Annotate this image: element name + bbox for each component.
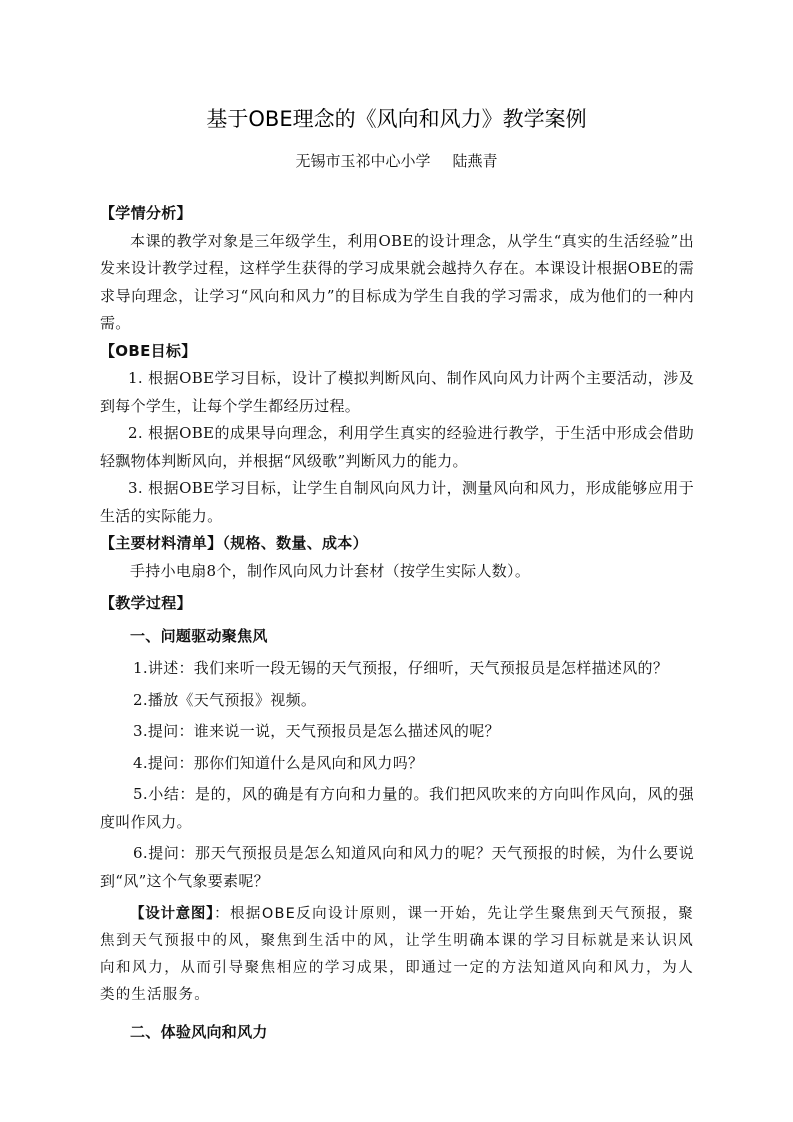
design-intent-label: 【设计意图】 [130,906,215,922]
author-name: 陆燕青 [452,152,498,170]
author-line [0,150,793,172]
process-step: 1.讲述：我们来听一段无锡的天气预报，仔细听，天气预报员是怎样描述风的？ [133,659,669,677]
section-heading-materials: 【主要材料清单】（规格、数量、成本） [100,534,368,552]
section-heading-process: 【教学过程】 [100,594,192,612]
goal-item: 2. 根据OBE的成果导向理念，利用学生真实的经验进行教学，于生活中形成会借助轻飘物体判断风向，并根据“风级歌”判断风力的能力。 [100,424,694,470]
section-heading-goals: 【OBE目标】 [100,341,197,360]
process-step: 5.小结：是的，风的确是有方向和力量的。我们把风吹来的方向叫作风向，风的强度叫作风力。 [100,785,694,831]
process-part1-title: 一、问题驱动聚焦风 [130,626,268,645]
goal-item: 3. 根据OBE学习目标，让学生自制风向风力计，测量风向和风力，形成能够应用于生活的实际能力。 [100,479,694,525]
document-body [100,200,694,1047]
author-school: 无锡市玉祁中心小学 [295,152,431,170]
process-part2-title: 二、体验风向和风力 [130,1023,268,1041]
design-intent-text: ：根据OBE反向设计原则，课一开始，先让学生聚焦到天气预报，聚焦到天气预报中的风，聚焦到生活中的风，让学生明确本课的学习目标就是来认识风向和风力，从而引导聚焦相应的学习成果，即通过一定的方法知道风向和风力，为人类的生活服务。 [100,906,694,1003]
materials-paragraph: 手持小电扇8个，制作风向风力计套材（按学生实际人数）。 [130,561,531,580]
analysis-paragraph: 本课的教学对象是三年级学生，利用OBE的设计理念，从学生“真实的生活经验”出发来设计教学过程，这样学生获得的学习成果就会越持久存在。本课设计根据OBE的需求导向理念，让学习“风向和风力”的目标成为学生自我的学习需求，成为他们的一种内需。 [100,231,694,332]
process-step: 6.提问：那天气预报员是怎么知道风向和风力的呢？天气预报的时候，为什么要说到“风”这个气象要素呢？ [100,844,694,890]
goal-item: 1. 根据OBE学习目标，设计了模拟判断风向、制作风向风力计两个主要活动，涉及到每个学生，让每个学生都经历过程。 [100,369,694,415]
process-step: 3.提问：谁来说一说，天气预报员是怎么描述风的呢？ [133,722,500,740]
section-heading-analysis: 【学情分析】 [100,204,192,222]
design-intent-paragraph [100,901,694,1009]
document-title: 基于OBE理念的《风向和风力》教学案例 [206,107,587,131]
process-step: 2.播放《天气预报》视频。 [133,690,317,709]
process-step: 4.提问：那你们知道什么是风向和风力吗？ [133,753,424,772]
